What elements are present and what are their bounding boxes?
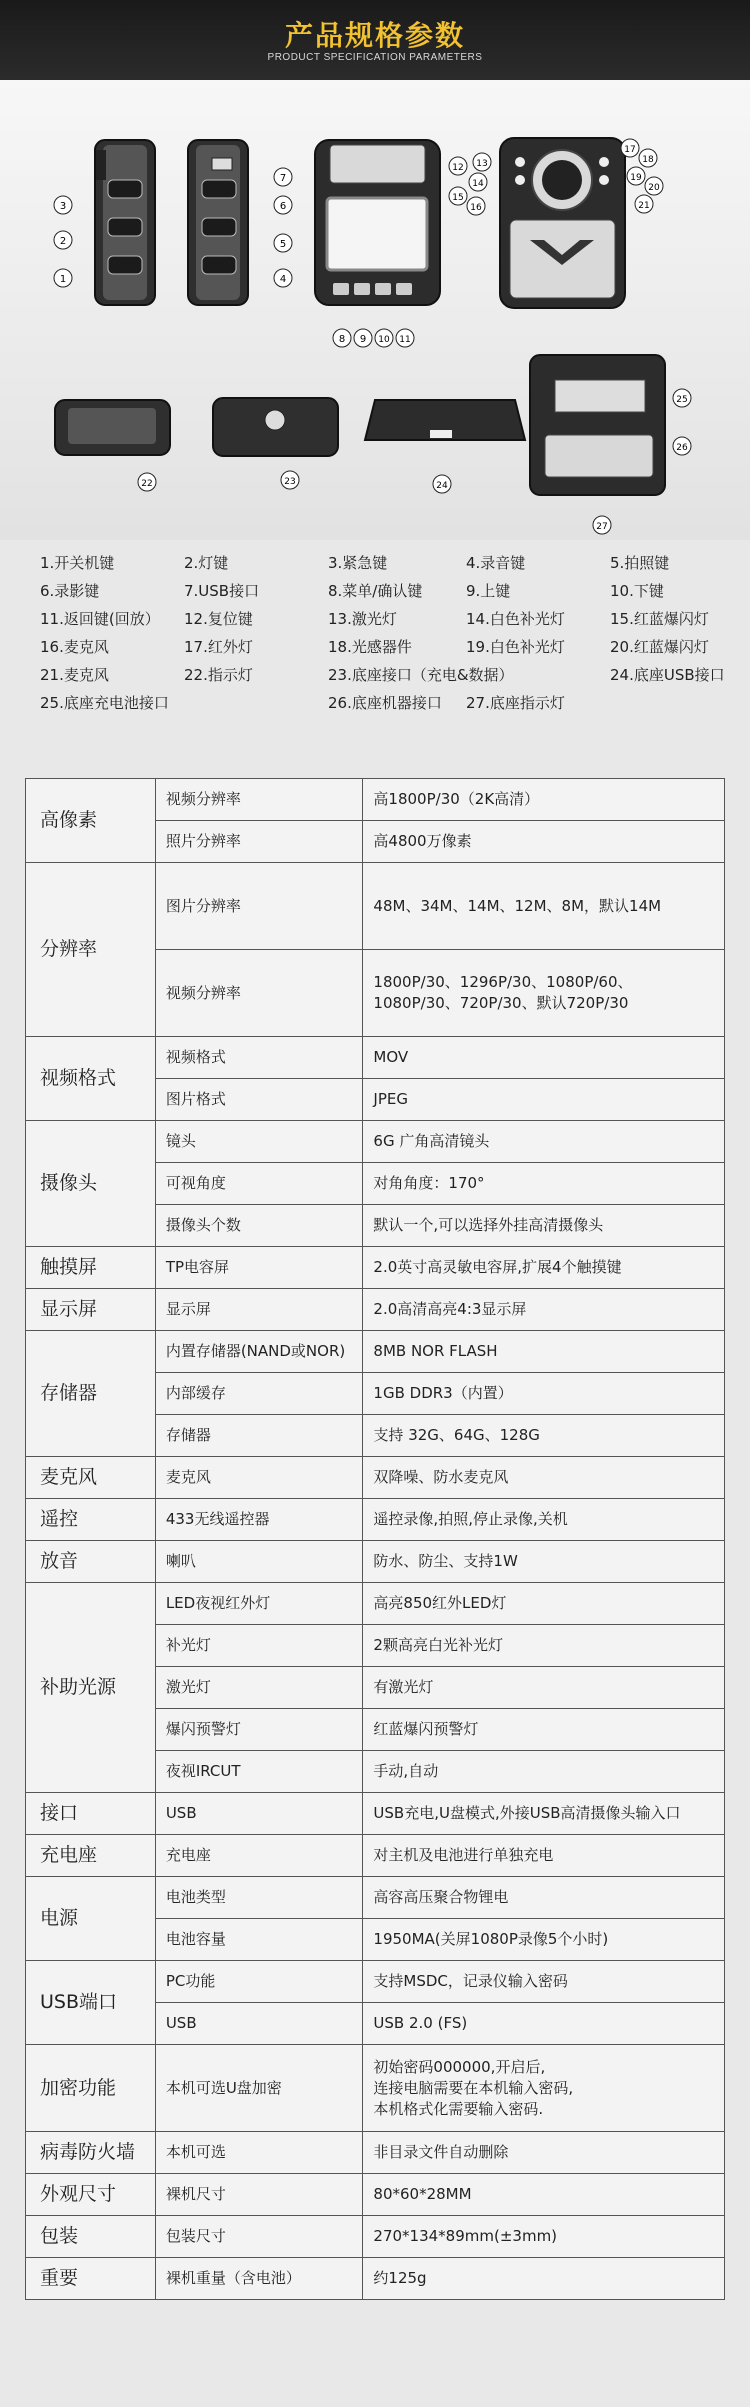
spec-attribute: 电池容量 bbox=[155, 1919, 363, 1961]
spec-attribute: 存储器 bbox=[155, 1415, 363, 1457]
spec-category: 放音 bbox=[26, 1541, 156, 1583]
callout-7 bbox=[274, 168, 292, 186]
table-row bbox=[26, 2045, 725, 2132]
spec-attribute: PC功能 bbox=[155, 1961, 363, 2003]
legend-item: 1.开关机键 bbox=[40, 554, 115, 572]
legend-item: 5.拍照键 bbox=[610, 554, 670, 572]
spec-table bbox=[25, 778, 725, 2300]
svg-text:9: 9 bbox=[359, 334, 367, 345]
callout-12 bbox=[449, 157, 467, 175]
legend-item: 11.返回键(回放） bbox=[40, 610, 160, 628]
svg-text:8: 8 bbox=[338, 334, 346, 345]
callout-4 bbox=[274, 269, 292, 287]
svg-text:26: 26 bbox=[676, 443, 688, 453]
spec-value: 非目录文件自动删除 bbox=[363, 2132, 725, 2174]
spec-attribute: LED夜视红外灯 bbox=[155, 1583, 363, 1625]
charging-base-top-view bbox=[530, 355, 665, 495]
legend-item: 3.紧急键 bbox=[328, 554, 388, 572]
svg-text:10: 10 bbox=[378, 335, 390, 345]
table-row bbox=[26, 2258, 725, 2300]
legend-item: 25.底座充电池接口 bbox=[40, 694, 169, 712]
device-front-screen-view bbox=[315, 140, 440, 305]
spec-value: 遥控录像,拍照,停止录像,关机 bbox=[363, 1499, 725, 1541]
legend-item: 12.复位键 bbox=[184, 610, 253, 628]
legend-item bbox=[184, 692, 328, 714]
spec-attribute: 433无线遥控器 bbox=[155, 1499, 363, 1541]
legend-item: 22.指示灯 bbox=[184, 666, 253, 684]
spec-attribute: 补光灯 bbox=[155, 1625, 363, 1667]
spec-value: 270*134*89mm(±3mm) bbox=[363, 2216, 725, 2258]
spec-attribute: 裸机尺寸 bbox=[155, 2174, 363, 2216]
spec-attribute: 可视角度 bbox=[155, 1163, 363, 1205]
spec-category: 遥控 bbox=[26, 1499, 156, 1541]
table-row bbox=[26, 1121, 725, 1163]
svg-text:19: 19 bbox=[630, 173, 642, 183]
callout-26 bbox=[673, 437, 691, 455]
spec-attribute: 裸机重量（含电池） bbox=[155, 2258, 363, 2300]
legend-item: 27.底座指示灯 bbox=[466, 694, 565, 712]
svg-text:15: 15 bbox=[452, 193, 464, 203]
spec-value: 1800P/30、1296P/30、1080P/60、1080P/30、720P/30、默认720P/30 bbox=[363, 950, 725, 1037]
spec-value: 1950MA(关屏1080P录像5个小时) bbox=[363, 1919, 725, 1961]
legend-item: 24.底座USB接口 bbox=[610, 666, 725, 684]
spec-attribute: 充电座 bbox=[155, 1835, 363, 1877]
callout-13 bbox=[473, 153, 491, 171]
spec-value: 80*60*28MM bbox=[363, 2174, 725, 2216]
callout-17 bbox=[621, 139, 639, 157]
table-row bbox=[26, 779, 725, 821]
spec-attribute: 内部缓存 bbox=[155, 1373, 363, 1415]
svg-text:12: 12 bbox=[452, 163, 464, 173]
spec-category: 外观尺寸 bbox=[26, 2174, 156, 2216]
legend-item bbox=[466, 664, 610, 686]
legend-item: 23.底座接口（充电&数据） bbox=[328, 666, 514, 684]
spec-value: 2.0英寸高灵敏电容屏,扩展4个触摸键 bbox=[363, 1247, 725, 1289]
callout-22 bbox=[138, 473, 156, 491]
spec-attribute: 显示屏 bbox=[155, 1289, 363, 1331]
callout-25 bbox=[673, 389, 691, 407]
callout-19 bbox=[627, 167, 645, 185]
table-row bbox=[26, 1877, 725, 1919]
svg-text:14: 14 bbox=[472, 179, 484, 189]
spec-value: 高1800P/30（2K高清） bbox=[363, 779, 725, 821]
svg-text:24: 24 bbox=[436, 481, 448, 491]
spec-attribute: 内置存储器(NAND或NOR) bbox=[155, 1331, 363, 1373]
spec-category: 包装 bbox=[26, 2216, 156, 2258]
spec-attribute: 摄像头个数 bbox=[155, 1205, 363, 1247]
callout-11 bbox=[396, 329, 414, 347]
spec-value: USB 2.0 (FS) bbox=[363, 2003, 725, 2045]
spec-value: 对主机及电池进行单独充电 bbox=[363, 1835, 725, 1877]
svg-text:13: 13 bbox=[476, 159, 488, 169]
product-diagram bbox=[0, 80, 750, 540]
spec-category: 显示屏 bbox=[26, 1289, 156, 1331]
spec-value: 1GB DDR3（内置） bbox=[363, 1373, 725, 1415]
spec-value: 高亮850红外LED灯 bbox=[363, 1583, 725, 1625]
spec-value: 默认一个,可以选择外挂高清摄像头 bbox=[363, 1205, 725, 1247]
page-subtitle: PRODUCT SPECIFICATION PARAMETERS bbox=[267, 52, 483, 63]
spec-value: JPEG bbox=[363, 1079, 725, 1121]
legend-item: 16.麦克风 bbox=[40, 638, 109, 656]
legend-item: 10.下键 bbox=[610, 582, 664, 600]
spec-category: 充电座 bbox=[26, 1835, 156, 1877]
spec-attribute: 图片分辨率 bbox=[155, 863, 363, 950]
spec-category: 电源 bbox=[26, 1877, 156, 1961]
callout-5 bbox=[274, 234, 292, 252]
spec-attribute: USB bbox=[155, 1793, 363, 1835]
callout-14 bbox=[469, 173, 487, 191]
spec-attribute: 夜视IRCUT bbox=[155, 1751, 363, 1793]
callout-9 bbox=[354, 329, 372, 347]
spec-category: 麦克风 bbox=[26, 1457, 156, 1499]
spec-value: USB充电,U盘模式,外接USB高清摄像头输入口 bbox=[363, 1793, 725, 1835]
svg-text:3: 3 bbox=[59, 201, 67, 212]
legend-item: 19.白色补光灯 bbox=[466, 638, 565, 656]
spec-value: 防水、防尘、支持1W bbox=[363, 1541, 725, 1583]
svg-text:18: 18 bbox=[642, 155, 654, 165]
table-row bbox=[26, 1499, 725, 1541]
device-side-view-left bbox=[95, 140, 155, 305]
table-row bbox=[26, 1289, 725, 1331]
svg-text:23: 23 bbox=[284, 477, 296, 487]
table-row bbox=[26, 1961, 725, 2003]
svg-text:5: 5 bbox=[279, 239, 287, 250]
svg-text:7: 7 bbox=[279, 173, 287, 184]
legend-item: 18.光感器件 bbox=[328, 638, 412, 656]
legend-item: 4.录音键 bbox=[466, 554, 526, 572]
legend-item: 26.底座机器接口 bbox=[328, 694, 442, 712]
spec-value: 2颗高亮白光补光灯 bbox=[363, 1625, 725, 1667]
spec-value: 约125g bbox=[363, 2258, 725, 2300]
legend-item: 15.红蓝爆闪灯 bbox=[610, 610, 709, 628]
spec-attribute: 麦克风 bbox=[155, 1457, 363, 1499]
spec-value: 6G 广角高清镜头 bbox=[363, 1121, 725, 1163]
spec-attribute: USB bbox=[155, 2003, 363, 2045]
page-title: 产品规格参数 bbox=[284, 19, 465, 52]
callout-6 bbox=[274, 196, 292, 214]
spec-value: 对角角度：170° bbox=[363, 1163, 725, 1205]
table-row bbox=[26, 1037, 725, 1079]
svg-text:17: 17 bbox=[624, 145, 636, 155]
legend-item: 6.录影键 bbox=[40, 582, 100, 600]
svg-text:11: 11 bbox=[399, 335, 411, 345]
table-row bbox=[26, 1331, 725, 1373]
svg-text:6: 6 bbox=[279, 201, 287, 212]
spec-category: 触摸屏 bbox=[26, 1247, 156, 1289]
spec-attribute: 爆闪预警灯 bbox=[155, 1709, 363, 1751]
spec-value: MOV bbox=[363, 1037, 725, 1079]
svg-text:16: 16 bbox=[470, 203, 482, 213]
svg-text:21: 21 bbox=[638, 201, 650, 211]
legend-item: 9.上键 bbox=[466, 582, 511, 600]
spec-category: 摄像头 bbox=[26, 1121, 156, 1247]
callout-8 bbox=[333, 329, 351, 347]
legend-item: 13.激光灯 bbox=[328, 610, 397, 628]
table-row bbox=[26, 1457, 725, 1499]
spec-attribute: 照片分辨率 bbox=[155, 821, 363, 863]
table-row bbox=[26, 863, 725, 950]
callout-24 bbox=[433, 475, 451, 493]
legend-item: 2.灯键 bbox=[184, 554, 229, 572]
spec-attribute: 镜头 bbox=[155, 1121, 363, 1163]
table-row bbox=[26, 1793, 725, 1835]
spec-attribute: 视频格式 bbox=[155, 1037, 363, 1079]
spec-value: 手动,自动 bbox=[363, 1751, 725, 1793]
spec-category: 分辨率 bbox=[26, 863, 156, 1037]
table-row bbox=[26, 2132, 725, 2174]
spec-category: 高像素 bbox=[26, 779, 156, 863]
legend-item: 17.红外灯 bbox=[184, 638, 253, 656]
spec-value: 红蓝爆闪预警灯 bbox=[363, 1709, 725, 1751]
device-top-view bbox=[213, 398, 338, 456]
table-row bbox=[26, 1835, 725, 1877]
component-legend bbox=[40, 552, 730, 714]
table-row bbox=[26, 1247, 725, 1289]
spec-value: 支持MSDC，记录仪输入密码 bbox=[363, 1961, 725, 2003]
spec-attribute: 电池类型 bbox=[155, 1877, 363, 1919]
spec-category: 存储器 bbox=[26, 1331, 156, 1457]
callout-27 bbox=[593, 516, 611, 534]
spec-category: 重要 bbox=[26, 2258, 156, 2300]
spec-attribute: TP电容屏 bbox=[155, 1247, 363, 1289]
svg-text:22: 22 bbox=[141, 479, 153, 489]
spec-value: 高4800万像素 bbox=[363, 821, 725, 863]
spec-attribute: 激光灯 bbox=[155, 1667, 363, 1709]
svg-text:25: 25 bbox=[676, 395, 688, 405]
spec-category: 接口 bbox=[26, 1793, 156, 1835]
charging-base-view bbox=[365, 400, 525, 440]
callout-2 bbox=[54, 231, 72, 249]
spec-attribute: 视频分辨率 bbox=[155, 950, 363, 1037]
spec-value: 有激光灯 bbox=[363, 1667, 725, 1709]
callout-16 bbox=[467, 197, 485, 215]
spec-attribute: 包装尺寸 bbox=[155, 2216, 363, 2258]
callout-18 bbox=[639, 149, 657, 167]
callout-20 bbox=[645, 177, 663, 195]
callout-10 bbox=[375, 329, 393, 347]
svg-text:1: 1 bbox=[59, 274, 67, 285]
table-row bbox=[26, 2174, 725, 2216]
device-bottom-view bbox=[55, 400, 170, 455]
spec-category: 病毒防火墙 bbox=[26, 2132, 156, 2174]
legend-item: 21.麦克风 bbox=[40, 666, 109, 684]
spec-value: 2.0高清高亮4:3显示屏 bbox=[363, 1289, 725, 1331]
svg-text:20: 20 bbox=[648, 183, 660, 193]
spec-attribute: 图片格式 bbox=[155, 1079, 363, 1121]
spec-value: 高容高压聚合物锂电 bbox=[363, 1877, 725, 1919]
spec-value: 初始密码000000,开启后, 连接电脑需要在本机输入密码, 本机格式化需要输入密码. bbox=[363, 2045, 725, 2132]
callout-23 bbox=[281, 471, 299, 489]
spec-value: 8MB NOR FLASH bbox=[363, 1331, 725, 1373]
spec-attribute: 本机可选 bbox=[155, 2132, 363, 2174]
table-row bbox=[26, 1541, 725, 1583]
callout-3 bbox=[54, 196, 72, 214]
legend-item: 8.菜单/确认键 bbox=[328, 582, 423, 600]
spec-value: 支持 32G、64G、128G bbox=[363, 1415, 725, 1457]
spec-category: USB端口 bbox=[26, 1961, 156, 2045]
page-header bbox=[0, 0, 750, 80]
device-side-view-right bbox=[188, 140, 248, 305]
spec-attribute: 视频分辨率 bbox=[155, 779, 363, 821]
legend-item: 20.红蓝爆闪灯 bbox=[610, 638, 709, 656]
table-row bbox=[26, 2216, 725, 2258]
spec-attribute: 本机可选U盘加密 bbox=[155, 2045, 363, 2132]
spec-category: 加密功能 bbox=[26, 2045, 156, 2132]
spec-attribute: 喇叭 bbox=[155, 1541, 363, 1583]
legend-item: 14.白色补光灯 bbox=[466, 610, 565, 628]
spec-category: 视频格式 bbox=[26, 1037, 156, 1121]
svg-text:27: 27 bbox=[596, 522, 608, 532]
table-row bbox=[26, 1583, 725, 1625]
spec-value: 48M、34M、14M、12M、8M，默认14M bbox=[363, 863, 725, 950]
callout-1 bbox=[54, 269, 72, 287]
legend-item: 7.USB接口 bbox=[184, 582, 260, 600]
spec-value: 双降噪、防水麦克风 bbox=[363, 1457, 725, 1499]
device-back-lens-view bbox=[500, 138, 625, 308]
svg-text:4: 4 bbox=[279, 274, 287, 285]
callout-21 bbox=[635, 195, 653, 213]
callout-15 bbox=[449, 187, 467, 205]
spec-category: 补助光源 bbox=[26, 1583, 156, 1793]
svg-text:2: 2 bbox=[59, 236, 67, 247]
